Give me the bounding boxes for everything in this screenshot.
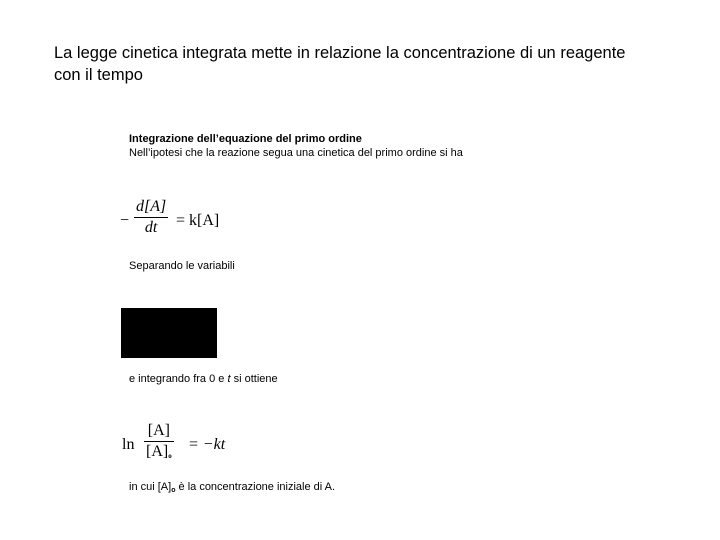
ratio-bar bbox=[144, 441, 174, 442]
missing-equation-image bbox=[121, 308, 217, 358]
minus-sign: − bbox=[120, 212, 130, 229]
integrated-rate-law bbox=[122, 420, 262, 472]
conclusion-text bbox=[129, 480, 335, 498]
conclusion-text-post: è la concentrazione iniziale di A. bbox=[175, 481, 336, 493]
integrated-rhs: = −kt bbox=[188, 436, 226, 453]
fraction-bar bbox=[134, 217, 168, 218]
derivative-numerator: d[A] bbox=[136, 198, 167, 215]
ratio-denominator-sub: o bbox=[168, 452, 172, 460]
ratio-denominator bbox=[144, 443, 174, 461]
rate-rhs: = k[A] bbox=[176, 212, 220, 229]
integration-text bbox=[129, 372, 278, 386]
ratio-numerator: [A] bbox=[147, 422, 170, 439]
section-heading: Integrazione dell’equazione del primo ordine bbox=[129, 133, 362, 145]
conclusion-subscript: o bbox=[171, 487, 176, 494]
integration-variable: t bbox=[227, 373, 231, 385]
integration-text-pre: e integrando fra 0 e bbox=[129, 373, 228, 385]
derivative-denominator: dt bbox=[144, 219, 158, 236]
slide-title: La legge cinetica integrata mette in relazione la concentrazione di un reagente con il tempo bbox=[54, 44, 626, 84]
separation-text: Separando le variabili bbox=[129, 260, 235, 272]
ln-label: ln bbox=[122, 436, 135, 453]
first-order-rate-equation bbox=[120, 198, 240, 250]
integration-text-post: si ottiene bbox=[230, 373, 278, 385]
concentration-ratio bbox=[144, 422, 174, 461]
derivative-fraction bbox=[134, 198, 168, 237]
ratio-denominator-text: [A] bbox=[146, 443, 169, 460]
intro-text: Nell’ipotesi che la reazione segua una cinetica del primo ordine si ha bbox=[129, 147, 463, 159]
conclusion-text-pre: in cui [A] bbox=[129, 481, 172, 493]
